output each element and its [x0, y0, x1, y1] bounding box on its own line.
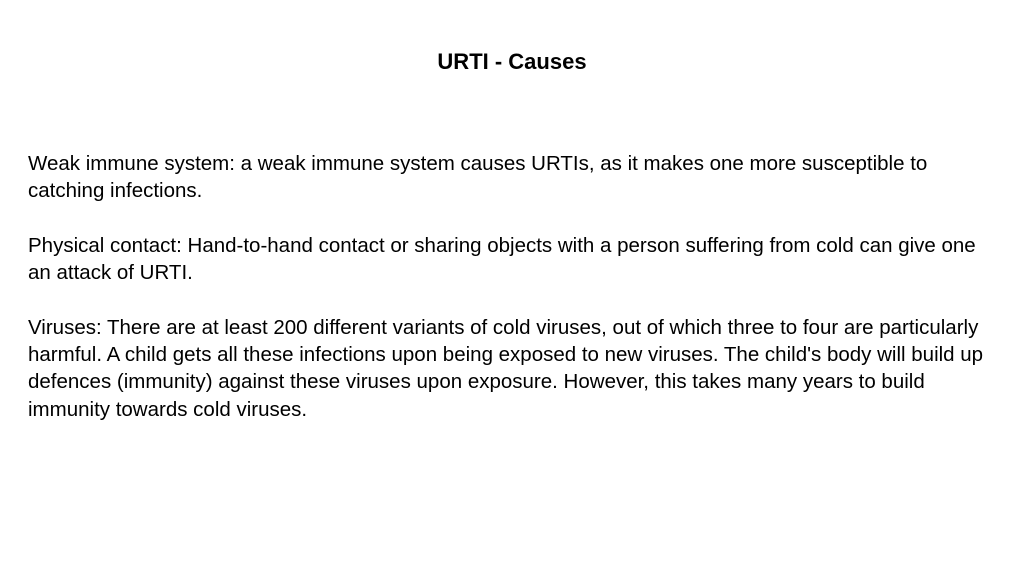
paragraph-weak-immune-system: Weak immune system: a weak immune system causes URTIs, as it makes one more susceptible to catching infections.: [28, 152, 928, 203]
paragraph-viruses: Viruses: There are at least 200 different variants of cold viruses, out of which three to four are particularly harmful. A child gets all these infections upon being exposed to new viruses. The child's body will build up defences (immunity) against these viruses upon exposure. However, this takes many years to build immunity towards cold viruses.: [28, 315, 984, 421]
paragraph-physical-contact: Physical contact: Hand-to-hand contact or sharing objects with a person suffering from cold can give one an attack of URTI.: [28, 233, 976, 285]
slide-body: [28, 150, 994, 450]
slide-title: URTI - Causes: [437, 49, 587, 74]
